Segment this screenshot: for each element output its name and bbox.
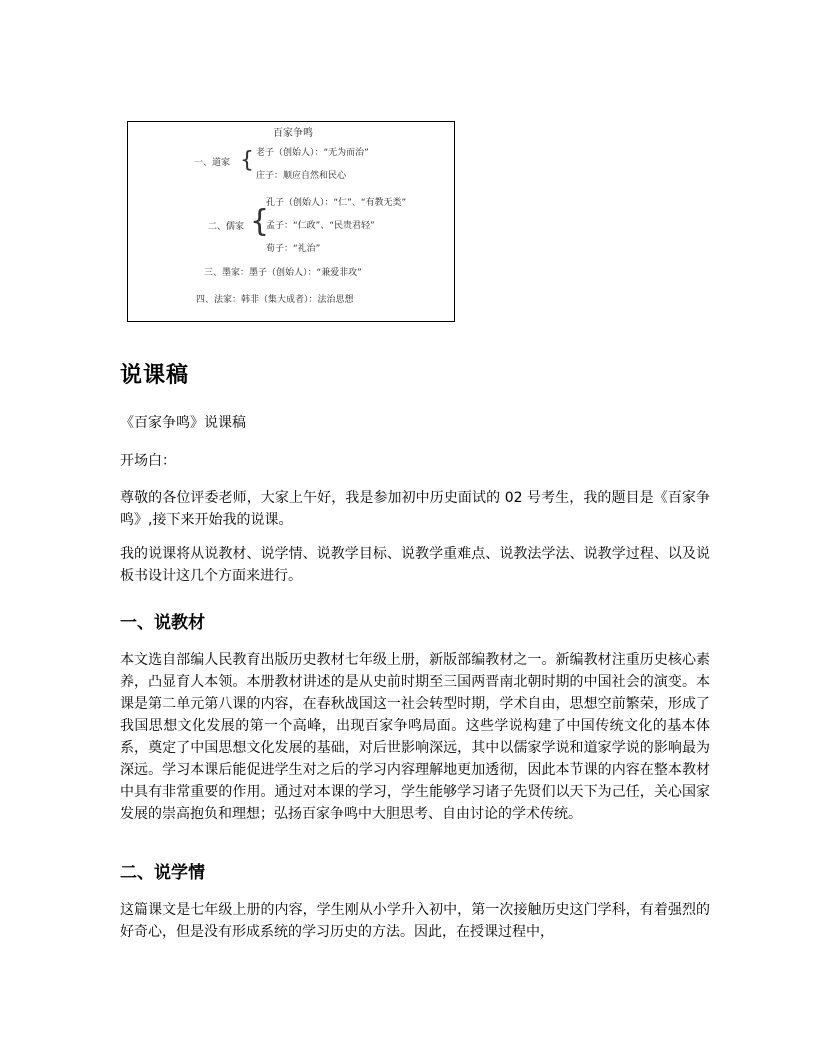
outline-paragraph: 我的说课将从说教材、说学情、说教学目标、说教学重难点、说教法学法、说教学过程、以及说板书设计这几个方面来进行。 <box>120 546 710 584</box>
daojia-item: 庄子：顺应自然和民心 <box>256 171 347 181</box>
daojia-item: 老子（创始人）：“无为而治” <box>256 148 369 158</box>
bajia-diagram <box>127 121 455 322</box>
greeting-paragraph: 尊敬的各位评委老师，大家上午好，我是参加初中历史面试的 02 号考生，我的题目是《百家争鸣》,接下来开始我的说课。 <box>120 490 710 528</box>
rujia-item: 孔子（创始人）：“仁”、“有教无类” <box>266 198 407 208</box>
brace-icon: { <box>240 148 254 173</box>
mojia-line: 三、墨家：墨子（创始人）：“兼爱非攻” <box>204 268 362 278</box>
section-heading: 一、说教材 <box>120 613 205 633</box>
diagram-title: 百家争鸣 <box>273 128 313 139</box>
section-body: 这篇课文是七年级上册的内容，学生刚从小学升入初中，第一次接触历史这门学科，有着强烈的好奇心，但是没有形成系统的学习历史的方法。因此，在授课过程中， <box>120 902 710 940</box>
rujia-label: 二、儒家 <box>208 222 245 232</box>
rujia-item: 孟子：“仁政”、“民贵君轻” <box>266 221 375 231</box>
section-body: 本文选自部编人民教育出版历史教材七年级上册，新版部编教材之一。新编教材注重历史核心素养，凸显育人本领。本册教材讲述的是从史前时期至三国两晋南北朝时期的中国社会的演变。本课是第二单元第八课的内容，在春秋战国这一社会转型时期，学术自由，思想空前繁荣，形成了我国思想文化发展的第一个高峰，出现百家争鸣局面。这些学说构建了中国传统文化的基本体系，奠定了中国思想文化发展的基础，对后世影响深远，其中以儒家学说和道家学说的影响最为深远。学习本课后能促进学生对之后的学习内容理解地更加透彻，因此本节课的内容在整本教材中具有非常重要的作用。通过对本课的学习，学生能够学习诸子先贤们以天下为己任，关心国家发展的崇高抱负和理想；弘扬百家争鸣中大胆思考、自由讨论的学术传统。 <box>120 652 710 822</box>
brace-icon: { <box>250 204 270 239</box>
doc-title: 说课稿 <box>120 363 190 388</box>
section-heading: 二、说学情 <box>120 863 205 883</box>
daojia-label: 一、道家 <box>194 158 231 168</box>
rujia-item: 荀子：“礼治” <box>266 244 321 254</box>
subtitle: 《百家争鸣》说课稿 <box>120 415 246 431</box>
opening-label: 开场白： <box>120 453 176 469</box>
fajia-line: 四、法家：韩非（集大成者）：法治思想 <box>196 295 354 305</box>
